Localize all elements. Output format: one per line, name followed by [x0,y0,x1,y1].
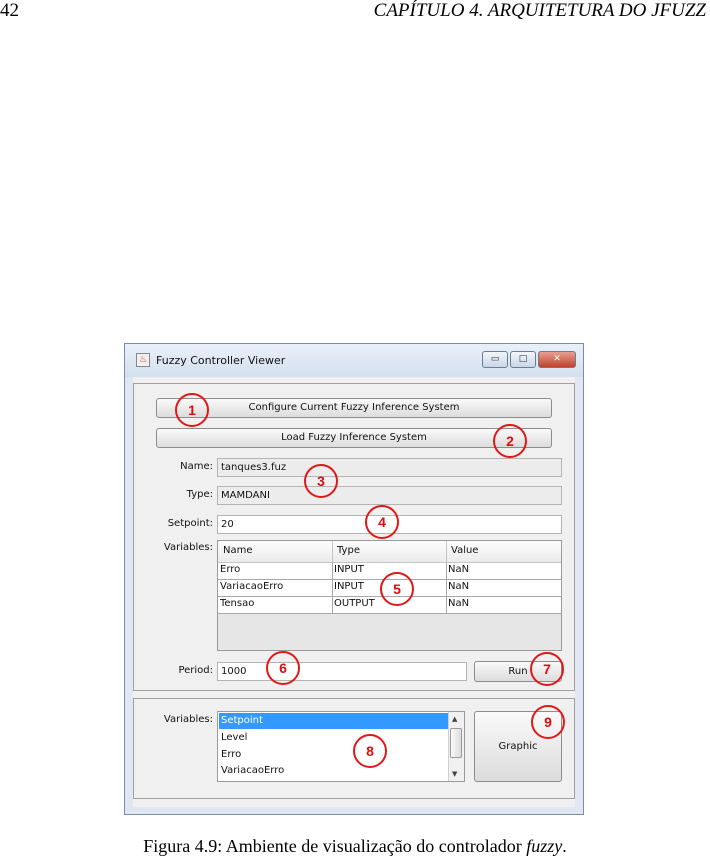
annotation-marker-7: 7 [530,652,564,686]
annotation-marker-4: 4 [365,505,399,539]
cell-value: NaN [448,581,470,592]
cell-value: NaN [448,598,470,609]
annotation-marker-6: 6 [266,651,300,685]
cell-name: Erro [220,564,241,575]
setpoint-label: Setpoint: [167,518,213,529]
list-item-erro[interactable]: Erro [221,749,242,760]
caption-prefix: Figura 4.9: Ambiente de visualização do controlador [143,836,527,856]
graphic-button[interactable]: Graphic [474,711,562,782]
column-header-type[interactable]: Type [337,545,360,556]
name-label: Name: [180,461,213,472]
cell-name: VariacaoErro [220,581,284,592]
fuzzy-controller-viewer-window [124,343,584,815]
minimize-icon[interactable]: ▭ [482,351,508,368]
annotation-marker-5: 5 [380,572,414,606]
graph-variables-list[interactable] [217,711,465,782]
cell-type: INPUT [334,581,364,592]
annotation-marker-3: 3 [304,464,338,498]
maximize-icon[interactable]: □ [510,351,536,368]
cell-value: NaN [448,564,470,575]
variables-label: Variables: [163,542,213,553]
figure-caption [0,836,710,857]
type-label: Type: [186,489,213,500]
annotation-marker-1: 1 [175,393,209,427]
list-item-level[interactable]: Level [221,732,248,743]
scroll-thumb[interactable] [450,728,462,758]
period-label: Period: [178,665,213,676]
scroll-down-icon[interactable]: ▼ [452,770,458,778]
configure-fis-button[interactable]: Configure Current Fuzzy Inference System [156,398,552,418]
window-title: Fuzzy Controller Viewer [156,354,286,367]
column-header-name[interactable]: Name [223,545,253,556]
caption-emphasis: fuzzy [526,836,563,856]
close-icon[interactable]: ✕ [538,351,576,368]
chapter-header: CAPÍTULO 4. ARQUITETURA DO JFUZZ [373,0,706,21]
java-cup-icon: ♨ [136,353,150,367]
setpoint-input[interactable]: 20 [217,515,562,534]
run-button[interactable]: Run [474,661,562,682]
cell-name: Tensao [220,598,255,609]
list-item-setpoint[interactable]: Setpoint [219,713,448,729]
list-item-variacaoerro[interactable]: VariacaoErro [221,765,285,776]
table-header [218,541,561,563]
list-scrollbar[interactable] [448,712,464,781]
scroll-up-icon[interactable]: ▲ [452,715,458,723]
title-bar[interactable] [125,344,583,377]
period-input[interactable]: 1000 [217,662,467,681]
page-number: 42 [0,0,19,21]
annotation-marker-2: 2 [493,424,527,458]
load-fis-button[interactable]: Load Fuzzy Inference System [156,428,552,448]
caption-suffix: . [562,836,567,856]
column-header-value[interactable]: Value [451,545,479,556]
annotation-marker-8: 8 [353,734,387,768]
graph-variables-label: Variables: [163,714,213,725]
cell-type: OUTPUT [334,598,375,609]
name-field: tanques3.fuz [217,458,562,477]
annotation-marker-9: 9 [531,705,565,739]
cell-type: INPUT [334,564,364,575]
type-field: MAMDANI [217,486,562,505]
